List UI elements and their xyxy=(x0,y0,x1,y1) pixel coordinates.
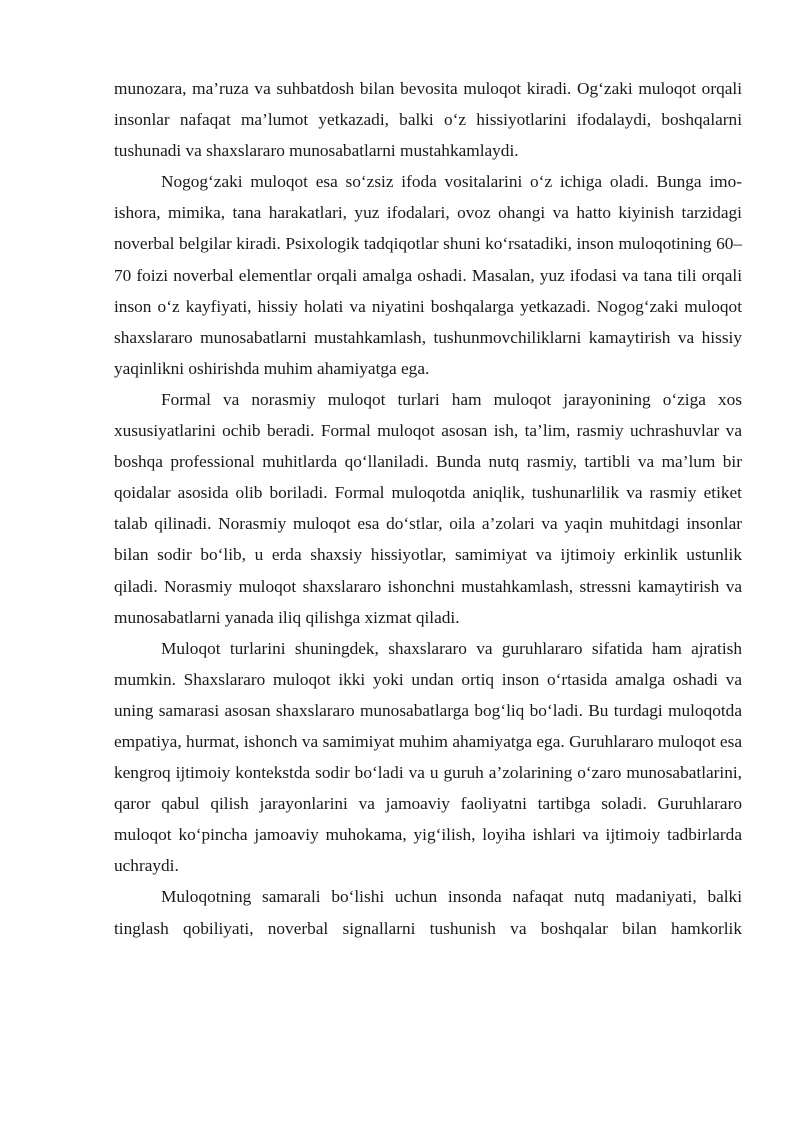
paragraph-effective-communication: Muloqotning samarali bo‘lishi uchun insonda nafaqat nutq madaniyati, balki tinglash qobiliyati, noverbal signallarni tushunish va boshqalar bilan hamkorlik xyxy=(114,887,742,938)
paragraph-formal-informal: Formal va norasmiy muloqot turlari ham muloqot jarayonining o‘ziga xos xususiyatlarini ochib beradi. Formal muloqot asosan ish, ta’lim, rasmiy uchrashuvlar va boshqa professional muhitlarda qo‘llaniladi. Bunda nutq rasmiy, tartibli va ma’lum bir qoidalar asosida olib boriladi. Formal muloqotda aniqlik, tushunarlilik va rasmiy etiket talab qilinadi. Norasmiy muloqot esa do‘stlar, oila a’zolari va yaqin muhitdagi insonlar bilan sodir bo‘lib, u erda shaxsiy hissiyotlar, samimiyat va ijtimoiy erkinlik ustunlik qiladi. Norasmiy muloqot shaxslararo ishonchni mustahkamlash, stressni kamaytirish va munosabatlarni yanada iliq qilishga xizmat qiladi. xyxy=(114,389,742,627)
paragraph-nonverbal: Nogog‘zaki muloqot esa so‘zsiz ifoda vositalarini o‘z ichiga oladi. Bunga imo-ishora, mimika, tana harakatlari, yuz ifodalari, ovoz ohangi va hatto kiyinish tarzidagi noverbal belgilar kiradi. Psixologik tadqiqotlar shuni ko‘rsatadiki, inson muloqotining 60–70 foizi noverbal elementlar orqali amalga oshadi. Masalan, yuz ifodasi va tana tili orqali inson o‘z kayfiyati, hissiy holati va niyatini boshqalarga yetkazadi. Nogog‘zaki muloqot shaxslararo munosabatlarni mustahkamlash, tushunmovchiliklarni kamaytirish va hissiy yaqinlikni oshirishda muhim ahamiyatga ega. xyxy=(114,172,742,378)
paragraph-interpersonal-group: Muloqot turlarini shuningdek, shaxslararo va guruhlararo sifatida ham ajratish mumkin. Shaxslararo muloqot ikki yoki undan ortiq inson o‘rtasida amalga oshadi va uning samarasi asosan shaxslararo munosabatlarga bog‘liq bo‘ladi. Bu turdagi muloqotda empatiya, hurmat, ishonch va samimiyat muhim ahamiyatga ega. Guruhlararo muloqot esa kengroq ijtimoiy kontekstda sodir bo‘ladi va u guruh a’zolarining o‘zaro munosabatlarini, qaror qabul qilish jarayonlarini va jamoaviy faoliyatni tartibga soladi. Guruhlararo muloqot ko‘pincha jamoaviy muhokama, yig‘ilish, loyiha ishlari va ijtimoiy tadbirlarda uchraydi. xyxy=(114,638,742,876)
document-page xyxy=(114,73,742,944)
paragraph-continuation: munozara, ma’ruza va suhbatdosh bilan bevosita muloqot kiradi. Og‘zaki muloqot orqali insonlar nafaqat ma’lumot yetkazadi, balki o‘z hissiyotlarini ifodalaydi, boshqalarni tushunadi va shaxslararo munosabatlarni mustahkamlaydi. xyxy=(114,79,742,161)
